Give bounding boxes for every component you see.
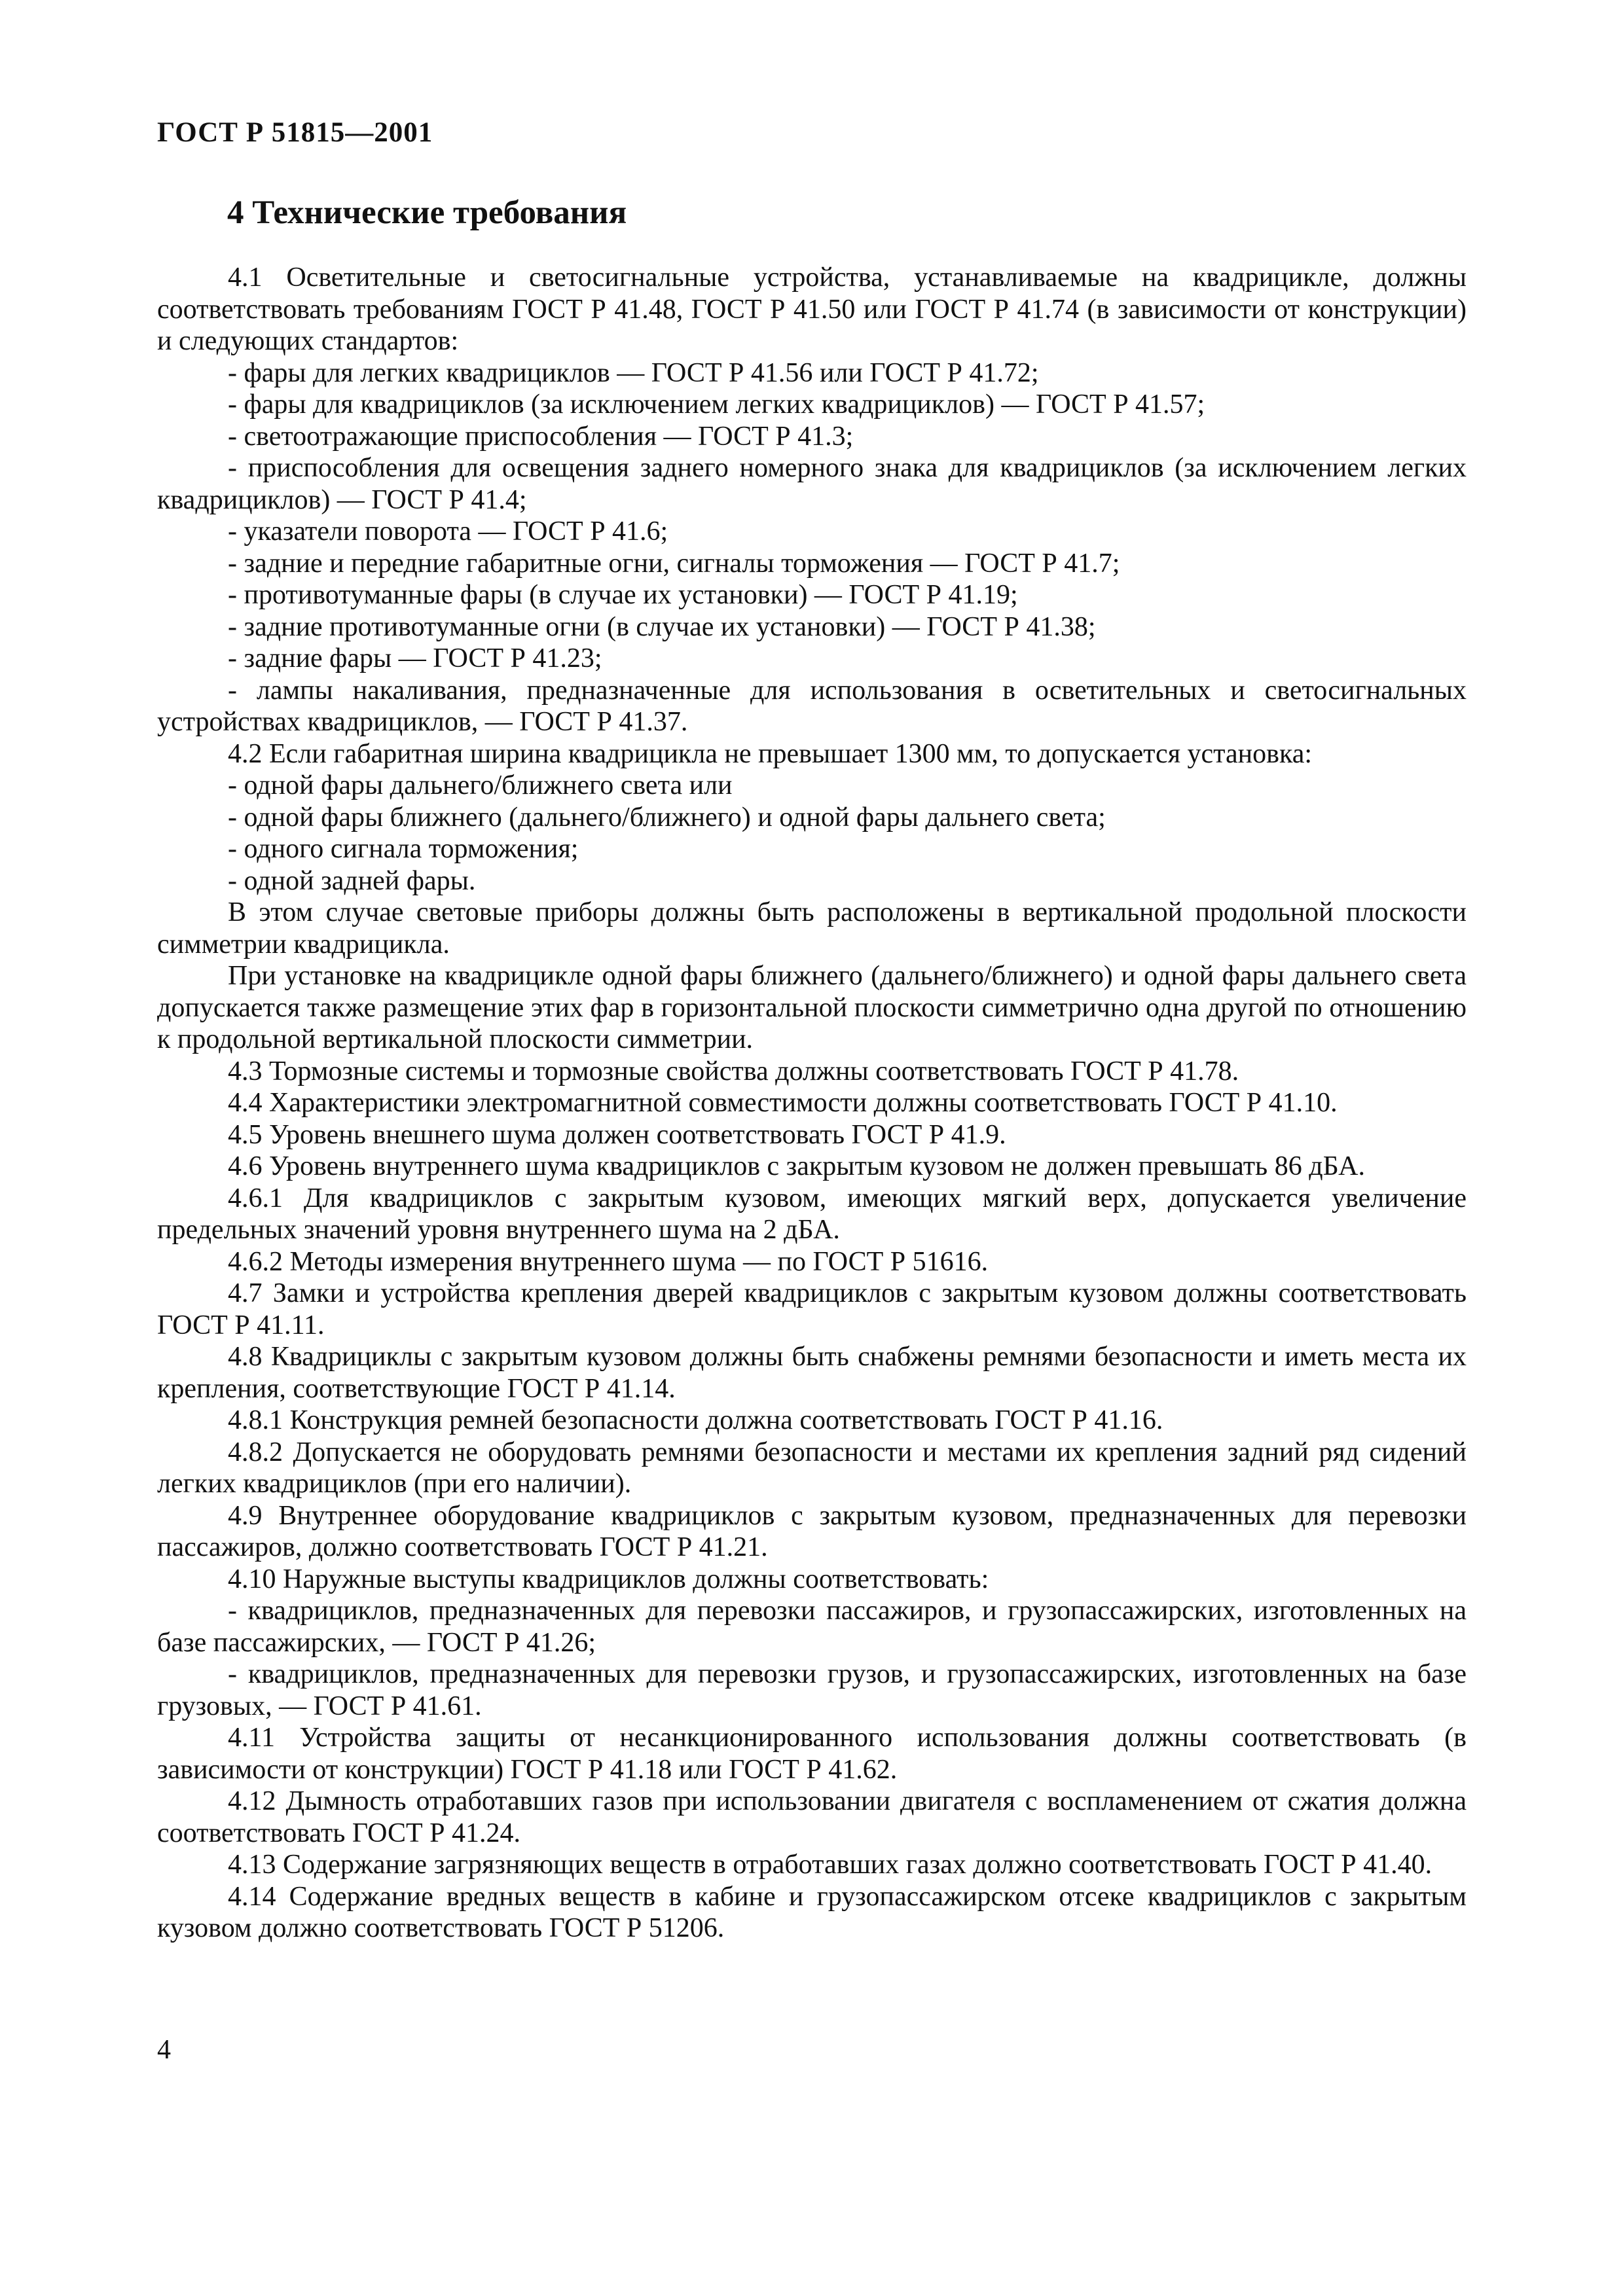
list-item: - квадрициклов, предназначенных для перевозки пассажиров, и грузопассажирских, изготовленных на базе пассажирских, — ГОСТ Р 41.26; xyxy=(157,1596,1467,1658)
paragraph-4-8-1: 4.8.1 Конструкция ремней безопасности должна соответствовать ГОСТ Р 41.16. xyxy=(228,1405,1163,1435)
list-item: - противотуманные фары (в случае их установки) — ГОСТ Р 41.19; xyxy=(228,580,1018,610)
list-item: - одной фары дальнего/ближнего света или xyxy=(228,770,733,800)
paragraph-4-3: 4.3 Тормозные системы и тормозные свойства должны соответствовать ГОСТ Р 41.78. xyxy=(228,1056,1239,1086)
paragraph-4-10: 4.10 Наружные выступы квадрициклов должны соответствовать: xyxy=(228,1564,989,1594)
list-item: - приспособления для освещения заднего номерного знака для квадрициклов (за исключением легких квадрициклов) — ГОСТ Р 41.4; xyxy=(157,453,1467,515)
list-item: - одной задней фары. xyxy=(228,865,476,896)
list-item: - лампы накаливания, предназначенные для использования в осветительных и светосигнальных устройствах квадрициклов, — ГОСТ Р 41.37. xyxy=(157,675,1467,737)
list-item: - задние фары — ГОСТ Р 41.23; xyxy=(228,643,602,673)
list-item: - задние противотуманные огни (в случае их установки) — ГОСТ Р 41.38; xyxy=(228,611,1096,642)
document-header-code: ГОСТ Р 51815—2001 xyxy=(157,117,433,148)
paragraph-4-4: 4.4 Характеристики электромагнитной совместимости должны соответствовать ГОСТ Р 41.10. xyxy=(228,1088,1338,1118)
paragraph-4-5: 4.5 Уровень внешнего шума должен соответствовать ГОСТ Р 41.9. xyxy=(228,1119,1006,1150)
paragraph: В этом случае световые приборы должны быть расположены в вертикальной продольной плоскости симметрии квадрицикла. xyxy=(157,897,1467,960)
paragraph-4-8: 4.8 Квадрициклы с закрытым кузовом должны быть снабжены ремнями безопасности и иметь места их крепления, соответствующие ГОСТ Р 41.14. xyxy=(157,1342,1467,1404)
list-item: - одного сигнала торможения; xyxy=(228,834,579,864)
list-item: - фары для квадрициклов (за исключением легких квадрициклов) — ГОСТ Р 41.57; xyxy=(228,389,1205,420)
paragraph-4-6-1: 4.6.1 Для квадрициклов с закрытым кузовом, имеющих мягкий верх, допускается увеличение предельных значений уровня внутреннего шума на 2 дБА. xyxy=(157,1183,1467,1245)
paragraph: При установке на квадрицикле одной фары ближнего (дальнего/ближнего) и одной фары дальнего света допускается также размещение этих фар в горизонтальной плоскости симметрично одна другой по отношению к продольной вертикальной плоскости симметрии. xyxy=(157,961,1467,1054)
paragraph-4-14: 4.14 Содержание вредных веществ в кабине и грузопассажирском отсеке квадрициклов с закрытым кузовом должно соответствовать ГОСТ Р 51206. xyxy=(157,1881,1467,1943)
list-item: - фары для легких квадрициклов — ГОСТ Р 41.56 или ГОСТ Р 41.72; xyxy=(228,357,1039,388)
paragraph-4-6-2: 4.6.2 Методы измерения внутреннего шума — по ГОСТ Р 51616. xyxy=(228,1246,989,1277)
list-item: - задние и передние габаритные огни, сигналы торможения — ГОСТ Р 41.7; xyxy=(228,548,1120,579)
list-item: - квадрициклов, предназначенных для перевозки грузов, и грузопассажирских, изготовленных на базе грузовых, — ГОСТ Р 41.61. xyxy=(157,1659,1467,1721)
paragraph-4-2: 4.2 Если габаритная ширина квадрицикла не превышает 1300 мм, то допускается установка: xyxy=(228,738,1313,769)
list-item: - одной фары ближнего (дальнего/ближнего) и одной фары дальнего света; xyxy=(228,802,1106,833)
paragraph-4-1: 4.1 Осветительные и светосигнальные устройства, устанавливаемые на квадрицикле, должны соответствовать требованиям ГОСТ Р 41.48, ГОСТ Р 41.50 или ГОСТ Р 41.74 (в зависимости от конструкции) и следующих стандартов: xyxy=(157,262,1467,356)
paragraph-4-12: 4.12 Дымность отработавших газов при использовании двигателя с воспламенением от сжатия должна соответствовать ГОСТ Р 41.24. xyxy=(157,1786,1467,1848)
paragraph-4-8-2: 4.8.2 Допускается не оборудовать ремнями безопасности и местами их крепления задний ряд сидений легких квадрициклов (при его наличии). xyxy=(157,1437,1467,1499)
paragraph-4-7: 4.7 Замки и устройства крепления дверей квадрициклов с закрытым кузовом должны соответствовать ГОСТ Р 41.11. xyxy=(157,1278,1467,1340)
list-item: - светоотражающие приспособления — ГОСТ Р 41.3; xyxy=(228,421,854,452)
paragraph-4-9: 4.9 Внутреннее оборудование квадрициклов с закрытым кузовом, предназначенных для перевозки пассажиров, должно соответствовать ГОСТ Р 41.21. xyxy=(157,1500,1467,1562)
list-item: - указатели поворота — ГОСТ Р 41.6; xyxy=(228,516,668,547)
paragraph-4-13: 4.13 Содержание загрязняющих веществ в отработавших газах должно соответствовать ГОСТ Р 41.40. xyxy=(228,1850,1432,1880)
paragraph-4-6: 4.6 Уровень внутреннего шума квадрициклов с закрытым кузовом не должен превышать 86 дБА. xyxy=(228,1151,1365,1181)
section-title: 4 Технические требования xyxy=(227,194,627,231)
document-body xyxy=(157,262,1467,1945)
page-number: 4 xyxy=(157,2035,171,2065)
paragraph-4-11: 4.11 Устройства защиты от несанкционированного использования должны соответствовать (в зависимости от конструкции) ГОСТ Р 41.18 или ГОСТ Р 41.62. xyxy=(157,1723,1467,1785)
